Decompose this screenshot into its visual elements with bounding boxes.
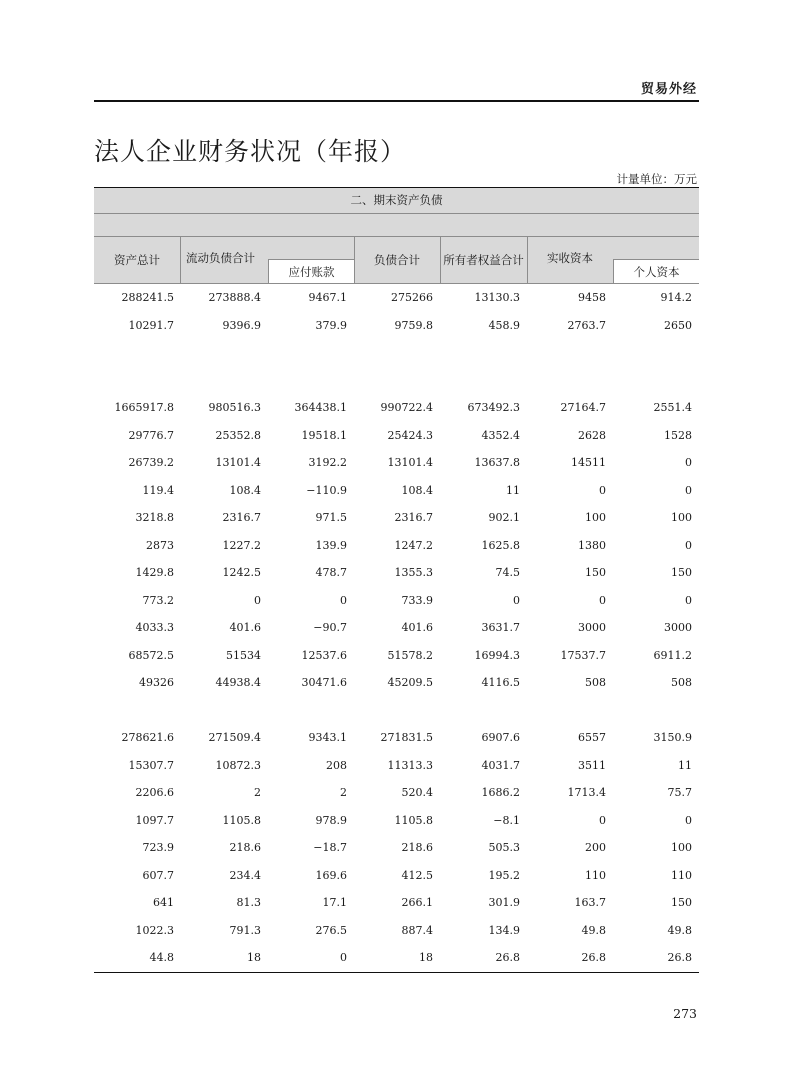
table-cell: 2873	[146, 538, 174, 552]
table-cell: 508	[671, 676, 692, 689]
table-cell: 9458	[578, 291, 606, 304]
table-cell: 412.5	[401, 868, 433, 882]
row-group-1	[94, 284, 699, 339]
table-cell: 13637.8	[474, 456, 520, 469]
table-cell: 364438.1	[294, 401, 347, 414]
table-row	[94, 504, 699, 532]
table-cell: 276.5	[315, 923, 347, 937]
table-cell: 2	[340, 786, 347, 799]
table-cell: 478.7	[315, 566, 347, 579]
col-header-accounts-payable: 应付账款	[268, 259, 354, 283]
table-cell: 0	[685, 538, 692, 552]
table-cell: 18	[247, 951, 261, 964]
table-cell: 0	[599, 483, 606, 497]
table-cell: 275266	[391, 291, 433, 304]
table-cell: 6911.2	[653, 648, 692, 662]
table-cell: 51578.2	[387, 648, 433, 662]
row-group-2	[94, 394, 699, 697]
table-cell: 733.9	[401, 593, 433, 607]
table-cell: 14511	[571, 456, 606, 469]
table-cell: 0	[685, 813, 692, 827]
table-cell: 100	[671, 841, 692, 854]
table-cell: −110.9	[306, 483, 347, 497]
table-cell: 19518.1	[301, 428, 347, 442]
table-row	[94, 724, 699, 752]
table-cell: 0	[685, 483, 692, 497]
table-row	[94, 394, 699, 422]
table-cell: 150	[585, 566, 606, 579]
table-cell: 3511	[578, 758, 606, 772]
table-cell: 520.4	[401, 786, 433, 799]
table-row	[94, 834, 699, 862]
unit-label: 计量单位：万元	[616, 172, 697, 186]
table-cell: 0	[599, 593, 606, 607]
table-cell: 100	[671, 511, 692, 524]
section-label: 贸易外经	[640, 82, 697, 97]
table-cell: 379.9	[315, 318, 347, 332]
table-cell: 288241.5	[121, 291, 174, 304]
table-row	[94, 752, 699, 780]
table-cell: 44.8	[149, 951, 174, 964]
table-cell: 401.6	[229, 621, 261, 634]
table-cell: 27164.7	[560, 401, 606, 414]
table-cell: 978.9	[315, 813, 347, 827]
page-number: 273	[673, 1006, 697, 1021]
table-row	[94, 944, 699, 972]
table-cell: 134.9	[488, 923, 520, 937]
table-cell: 4352.4	[481, 428, 520, 442]
table-cell: 1713.4	[567, 786, 606, 799]
table-cell: 11313.3	[387, 758, 433, 772]
table-cell: 25424.3	[387, 428, 433, 442]
table-cell: 169.6	[315, 868, 347, 882]
financial-table	[94, 187, 699, 973]
table-cell: 11	[678, 758, 692, 772]
table-cell: 278621.6	[121, 731, 174, 744]
column-header	[94, 237, 699, 284]
table-cell: 1429.8	[135, 566, 174, 579]
table-cell: 1355.3	[394, 566, 433, 579]
table-cell: 234.4	[229, 868, 261, 882]
table-cell: 3000	[578, 621, 606, 634]
table-cell: 723.9	[142, 841, 174, 854]
table-cell: 0	[254, 593, 261, 607]
table-cell: 29776.7	[128, 428, 174, 442]
table-cell: 139.9	[315, 538, 347, 552]
table-cell: 26.8	[581, 951, 606, 964]
table-cell: 9467.1	[308, 291, 347, 304]
table-cell: 641	[153, 896, 174, 909]
table-cell: 3000	[664, 621, 692, 634]
table-cell: 163.7	[574, 896, 606, 909]
table-cell: 1097.7	[135, 813, 174, 827]
table-row	[94, 779, 699, 807]
table-cell: 1665917.8	[114, 401, 174, 414]
table-cell: 508	[585, 676, 606, 689]
table-cell: 4031.7	[481, 758, 520, 772]
table-cell: 0	[340, 951, 347, 964]
table-row	[94, 559, 699, 587]
col-header-total-liabilities: 负债合计	[374, 253, 420, 267]
table-cell: 3192.2	[308, 456, 347, 469]
table-cell: 18	[419, 951, 433, 964]
table-cell: −90.7	[313, 621, 347, 634]
table-cell: 150	[671, 566, 692, 579]
table-cell: 4033.3	[135, 621, 174, 634]
table-row	[94, 284, 699, 312]
table-cell: 271509.4	[208, 731, 261, 744]
table-cell: 200	[585, 841, 606, 854]
table-cell: 45209.5	[387, 676, 433, 689]
table-cell: 401.6	[401, 621, 433, 634]
table-cell: 791.3	[229, 923, 261, 937]
table-cell: 26.8	[495, 951, 520, 964]
table-row	[94, 807, 699, 835]
table-cell: 25352.8	[215, 428, 261, 442]
table-cell: 2316.7	[222, 511, 261, 524]
table-cell: 6557	[578, 731, 606, 744]
table-cell: 673492.3	[467, 401, 520, 414]
row-group-3	[94, 724, 699, 972]
table-cell: 100	[585, 511, 606, 524]
table-cell: 1686.2	[481, 786, 520, 799]
table-cell: 0	[685, 593, 692, 607]
table-cell: 218.6	[229, 841, 261, 854]
table-cell: 10872.3	[215, 758, 261, 772]
table-cell: 110	[585, 868, 606, 882]
table-row	[94, 477, 699, 505]
table-cell: 902.1	[488, 511, 520, 524]
table-cell: 0	[340, 593, 347, 607]
table-cell: 301.9	[488, 896, 520, 909]
table-cell: 9343.1	[308, 731, 347, 744]
table-cell: 68572.5	[128, 648, 174, 662]
table-cell: 458.9	[488, 318, 520, 332]
table-cell: 2650	[664, 318, 692, 332]
table-cell: 887.4	[401, 923, 433, 937]
table-cell: 26739.2	[128, 456, 174, 469]
table-cell: 119.4	[142, 483, 174, 497]
table-cell: 1242.5	[222, 566, 261, 579]
table-cell: 273888.4	[208, 291, 261, 304]
table-cell: 4116.5	[481, 676, 520, 689]
table-cell: 0	[685, 456, 692, 469]
table-row	[94, 532, 699, 560]
table-cell: 607.7	[142, 868, 174, 882]
col-header-current-liabilities: 流动负债合计	[186, 251, 255, 265]
table-row	[94, 312, 699, 340]
table-cell: −18.7	[313, 841, 347, 854]
table-cell: 9396.9	[222, 318, 261, 332]
table-cell: 914.2	[660, 291, 692, 304]
table-cell: 218.6	[401, 841, 433, 854]
header-rule	[94, 100, 699, 102]
table-row	[94, 669, 699, 697]
table-cell: 49.8	[581, 923, 606, 937]
table-row	[94, 422, 699, 450]
table-row	[94, 862, 699, 890]
table-cell: 108.4	[401, 483, 433, 497]
table-cell: 81.3	[236, 896, 261, 909]
table-cell: 17537.7	[560, 648, 606, 662]
table-cell: 1022.3	[135, 923, 174, 937]
table-cell: 980516.3	[208, 401, 261, 414]
table-cell: 2	[254, 786, 261, 799]
table-cell: 1528	[664, 428, 692, 442]
table-cell: 971.5	[315, 511, 347, 524]
table-cell: 1227.2	[222, 538, 261, 552]
header-band	[94, 214, 699, 237]
table-cell: 13101.4	[215, 456, 261, 469]
table-cell: 208	[326, 758, 347, 772]
table-cell: 2763.7	[567, 318, 606, 332]
table-cell: 1105.8	[222, 813, 261, 827]
page-title: 法人企业财务状况（年报）	[94, 137, 407, 166]
table-cell: 0	[599, 813, 606, 827]
col-header-owners-equity: 所有者权益合计	[443, 253, 524, 267]
table-cell: 150	[671, 896, 692, 909]
row-gap	[94, 339, 699, 394]
table-cell: 3150.9	[653, 731, 692, 744]
table-cell: 108.4	[229, 483, 261, 497]
table-row	[94, 889, 699, 917]
table-cell: 1105.8	[394, 813, 433, 827]
table-cell: 1380	[578, 538, 606, 552]
table-banner: 二、期末资产负债	[94, 188, 699, 214]
table-cell: 30471.6	[301, 676, 347, 689]
table-cell: 74.5	[495, 566, 520, 579]
col-header-personal-capital: 个人资本	[613, 259, 699, 283]
table-cell: −8.1	[493, 813, 520, 827]
table-cell: 271831.5	[380, 731, 433, 744]
table-bottom-rule	[94, 972, 699, 973]
table-cell: 44938.4	[215, 676, 261, 689]
table-cell: 0	[513, 593, 520, 607]
table-cell: 11	[506, 483, 520, 497]
table-cell: 505.3	[488, 841, 520, 854]
table-cell: 17.1	[322, 896, 347, 909]
table-cell: 49326	[139, 676, 174, 689]
table-row	[94, 614, 699, 642]
table-cell: 6907.6	[481, 731, 520, 744]
table-cell: 75.7	[667, 786, 692, 799]
table-cell: 51534	[226, 648, 261, 662]
row-gap	[94, 697, 699, 725]
table-cell: 49.8	[667, 923, 692, 937]
table-cell: 2316.7	[394, 511, 433, 524]
table-cell: 266.1	[401, 896, 433, 909]
table-cell: 773.2	[142, 593, 174, 607]
table-cell: 1625.8	[481, 538, 520, 552]
table-row	[94, 642, 699, 670]
table-cell: 990722.4	[380, 401, 433, 414]
col-header-total-assets: 资产总计	[114, 253, 160, 267]
table-cell: 2551.4	[653, 401, 692, 414]
table-cell: 9759.8	[394, 318, 433, 332]
table-cell: 13101.4	[387, 456, 433, 469]
table-row	[94, 449, 699, 477]
table-cell: 195.2	[488, 868, 520, 882]
table-row	[94, 587, 699, 615]
table-cell: 13130.3	[474, 291, 520, 304]
col-header-paid-in-capital: 实收资本	[547, 251, 593, 265]
table-cell: 2206.6	[135, 786, 174, 799]
table-cell: 16994.3	[474, 648, 520, 662]
table-cell: 2628	[578, 428, 606, 442]
table-row	[94, 917, 699, 945]
table-cell: 12537.6	[301, 648, 347, 662]
table-cell: 3218.8	[135, 511, 174, 524]
table-cell: 15307.7	[128, 758, 174, 772]
table-cell: 26.8	[667, 951, 692, 964]
table-cell: 1247.2	[394, 538, 433, 552]
table-cell: 110	[671, 868, 692, 882]
table-cell: 10291.7	[128, 318, 174, 332]
table-cell: 3631.7	[481, 621, 520, 634]
